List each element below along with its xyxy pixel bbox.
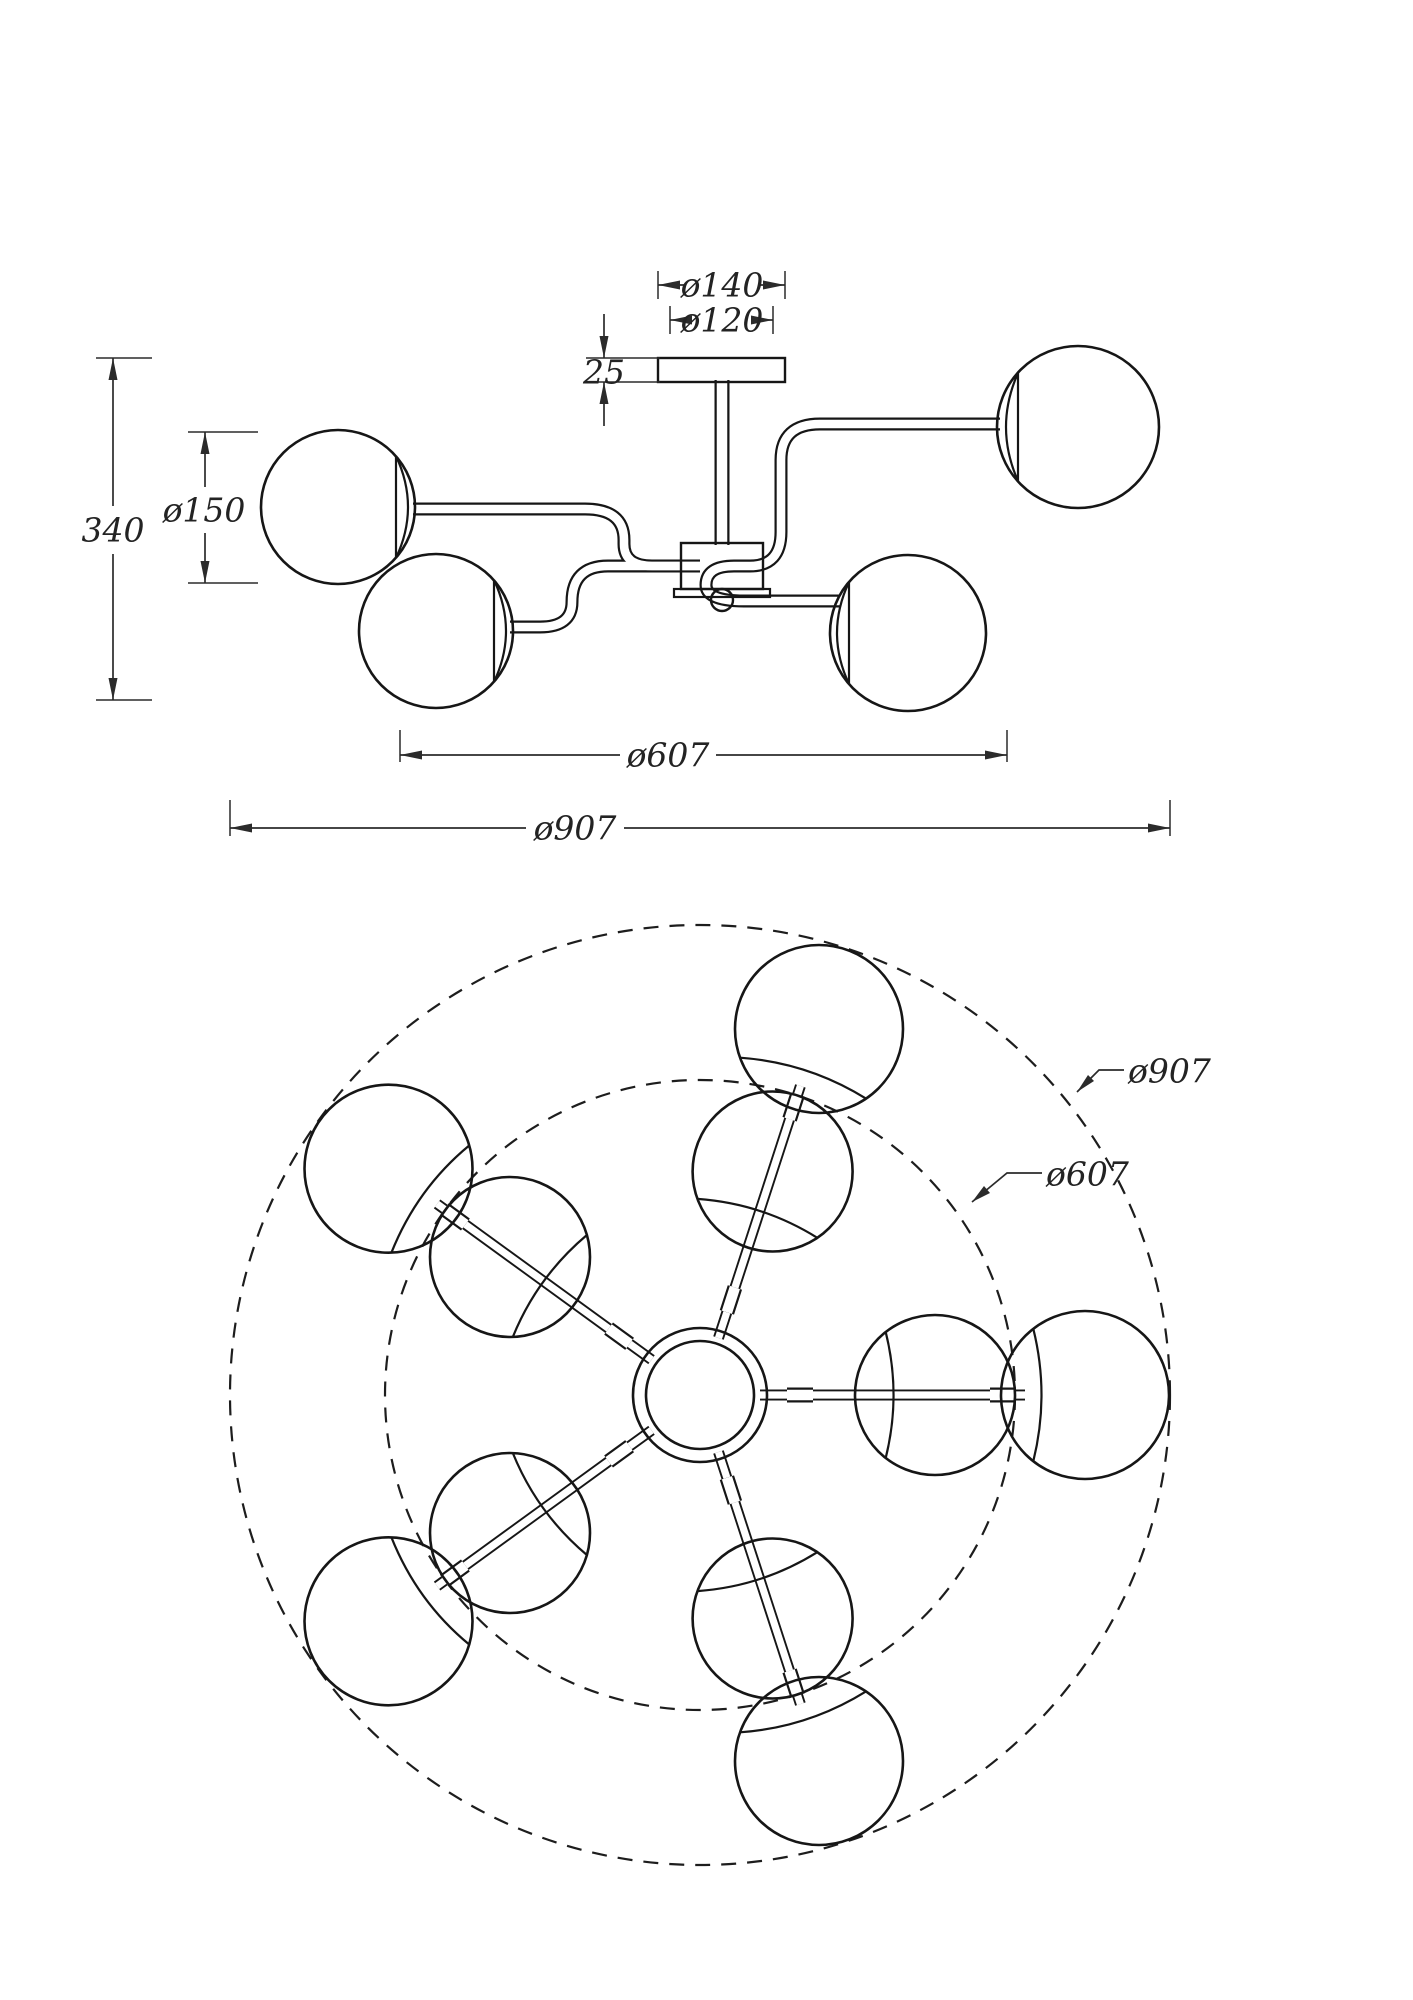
plan-inner-circle-label: ø607 xyxy=(1046,1154,1129,1194)
plan-globe-outer-lower-left xyxy=(305,1537,473,1705)
globe-lower-left xyxy=(359,554,513,708)
dim-canopy-outer-label: ø140 xyxy=(680,265,764,305)
globe-upper-right xyxy=(997,346,1159,508)
outer-dashed-circle xyxy=(230,925,1170,1865)
dim-outer-circle xyxy=(230,800,1170,848)
dim-overall-height-label: 340 xyxy=(81,510,145,550)
ceiling-canopy xyxy=(658,358,785,382)
dim-canopy-height xyxy=(582,314,660,426)
dim-canopy-outer xyxy=(658,266,785,305)
dim-canopy-height-label: 25 xyxy=(583,352,625,392)
plan-globe-outer-bottom xyxy=(735,1677,903,1845)
side-view xyxy=(82,266,1171,848)
dim-outer-circle-label: ø907 xyxy=(533,808,617,848)
plan-globe-outer-upper-left xyxy=(305,1085,473,1253)
leader-inner-circle xyxy=(972,1155,1129,1203)
plan-outer-circle-label: ø907 xyxy=(1128,1051,1211,1091)
leader-outer-circle xyxy=(1077,1052,1211,1093)
plan-globe-outer-upper-right xyxy=(735,945,903,1113)
dim-inner-circle-label: ø607 xyxy=(626,735,710,775)
dim-inner-circle xyxy=(400,730,1007,775)
dim-overall-height xyxy=(82,358,153,700)
hub-ring-inner xyxy=(646,1341,754,1449)
globe-lower-right xyxy=(830,555,986,711)
dim-shade xyxy=(162,432,258,583)
dim-shade-label: ø150 xyxy=(162,490,246,530)
dim-canopy-inner xyxy=(670,301,773,340)
plan-globes xyxy=(305,945,1170,1845)
globe-upper-left xyxy=(261,430,415,584)
plan-globe-outer-right xyxy=(1001,1311,1169,1479)
hub-ring-outer xyxy=(633,1328,767,1462)
plan-view xyxy=(230,925,1211,1865)
arm-lower-left xyxy=(510,566,700,627)
dim-canopy-inner-label: ø120 xyxy=(680,300,764,340)
